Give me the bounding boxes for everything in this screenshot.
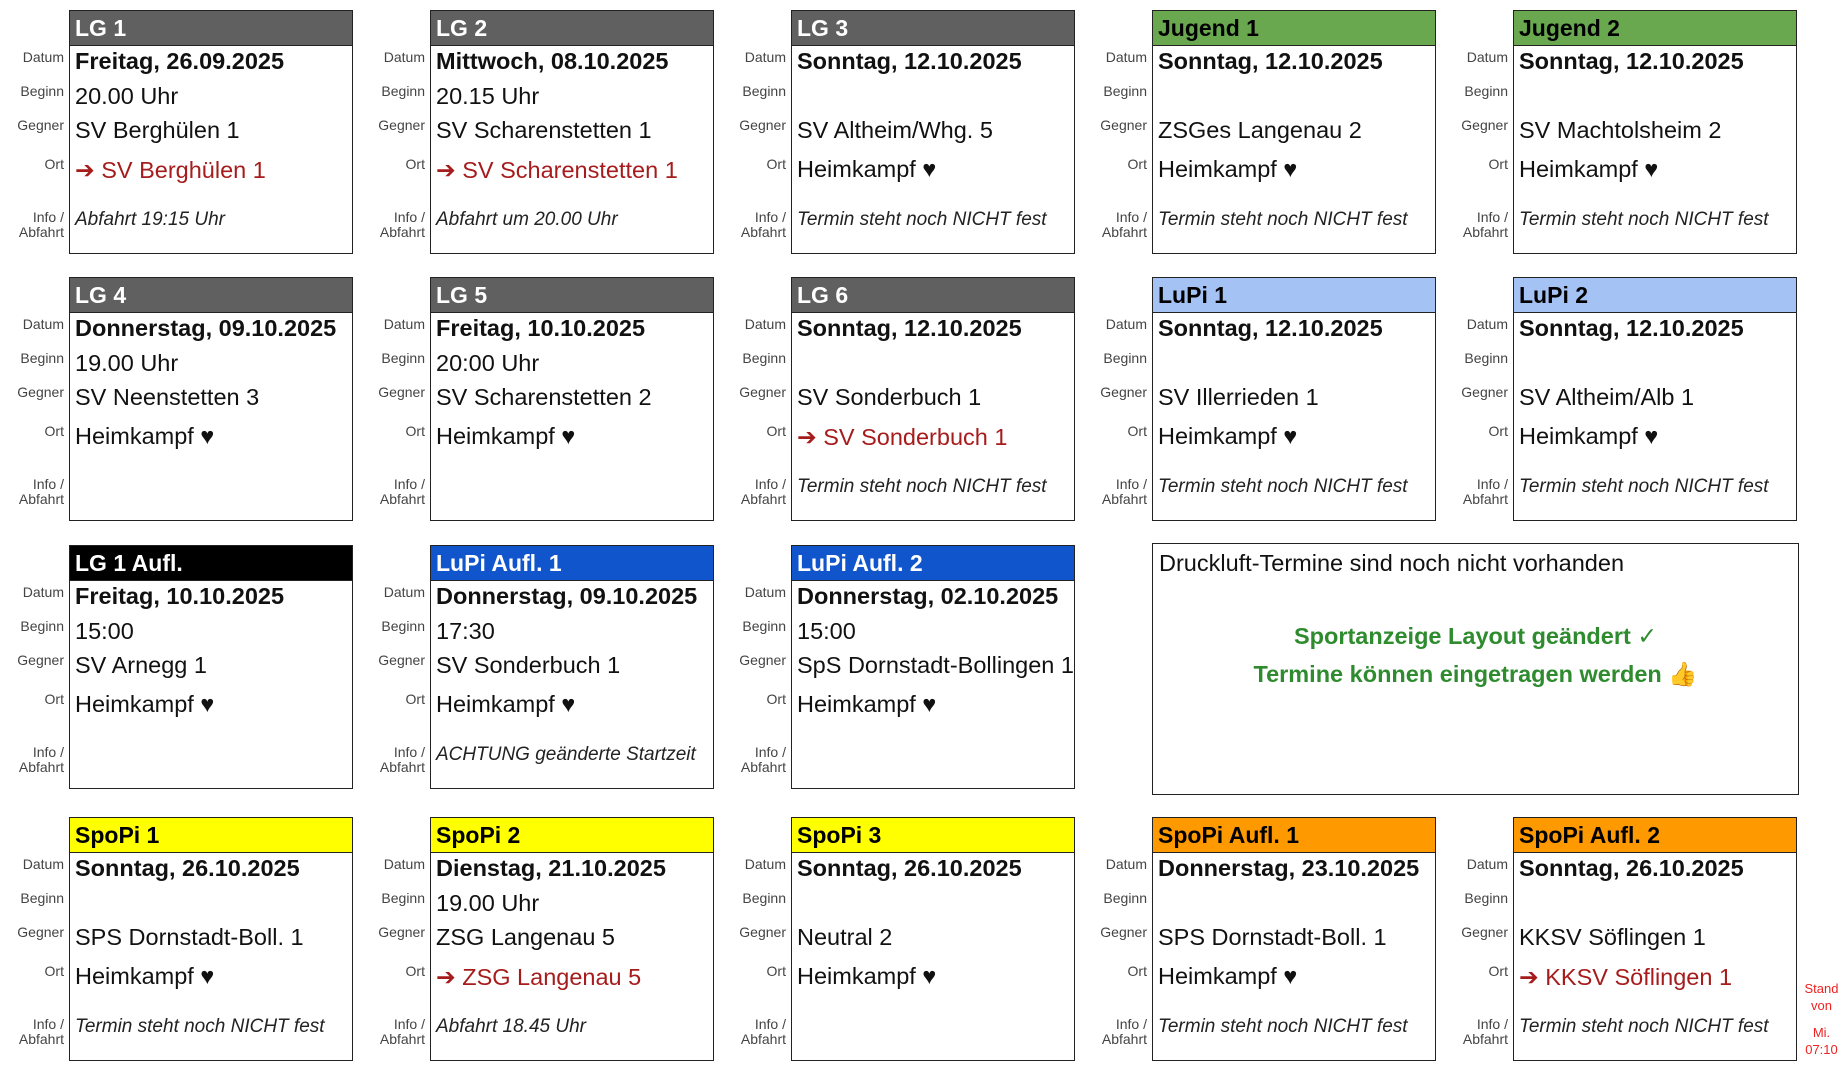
info-departure: Abfahrt um 20.00 Uhr (436, 209, 618, 230)
label-abfahrt: Abfahrt (379, 1031, 425, 1047)
label-ort: Ort (1488, 963, 1508, 979)
team-cell-lg-3 (722, 0, 1082, 250)
info-departure: Termin steht noch NICHT fest (1158, 209, 1408, 230)
label-gegner: Gegner (1100, 924, 1147, 940)
home-match: Heimkampf ♥ (436, 423, 576, 449)
label-info: Info / (1476, 1016, 1508, 1032)
label-abfahrt: Abfahrt (1101, 224, 1147, 240)
opponent: ZSGes Langenau 2 (1158, 117, 1362, 143)
row-labels (1083, 0, 1151, 250)
row-labels (0, 0, 68, 250)
home-match: Heimkampf ♥ (75, 963, 215, 989)
notice-layout-changed: Sportanzeige Layout geändert ✓ (1293, 623, 1658, 649)
team-title: LuPi 2 (1514, 278, 1796, 313)
label-beginn: Beginn (1464, 890, 1508, 906)
team-cell-lupi-aufl-1 (361, 535, 721, 785)
info-departure: ACHTUNG geänderte Startzeit (436, 744, 696, 765)
label-datum: Datum (22, 316, 64, 332)
label-gegner: Gegner (739, 652, 786, 668)
label-gegner: Gegner (378, 652, 425, 668)
row-labels (361, 267, 429, 517)
team-cell-lupi-1 (1083, 267, 1443, 517)
label-info: Info / (393, 1016, 425, 1032)
team-card (791, 817, 1075, 1061)
label-abfahrt: Abfahrt (379, 491, 425, 507)
home-match: Heimkampf ♥ (797, 963, 937, 989)
match-date: Sonntag, 26.10.2025 (1519, 855, 1744, 881)
label-info-abfahrt (741, 210, 786, 240)
match-start-time: 15:00 (75, 618, 134, 644)
team-title: SpoPi 1 (70, 818, 352, 853)
label-abfahrt: Abfahrt (379, 224, 425, 240)
match-date: Donnerstag, 09.10.2025 (436, 583, 698, 609)
notice-heading: Druckluft-Termine sind noch nicht vorhanden (1159, 550, 1625, 576)
team-cell-lupi-aufl-2 (722, 535, 1082, 785)
opponent: SV Machtolsheim 2 (1519, 117, 1722, 143)
home-match: Heimkampf ♥ (797, 156, 937, 182)
row-labels (1444, 807, 1512, 1057)
label-info: Info / (1476, 209, 1508, 225)
label-ort: Ort (1488, 423, 1508, 439)
label-gegner: Gegner (17, 117, 64, 133)
label-ort: Ort (1127, 156, 1147, 172)
match-start-time: 20.00 Uhr (75, 83, 179, 109)
label-datum: Datum (383, 316, 425, 332)
label-ort: Ort (766, 423, 786, 439)
label-ort: Ort (1488, 156, 1508, 172)
home-match: Heimkampf ♥ (1158, 963, 1298, 989)
team-cell-spopi-3 (722, 807, 1082, 1057)
label-datum: Datum (744, 316, 786, 332)
team-title: LuPi 1 (1153, 278, 1435, 313)
label-info-abfahrt (741, 745, 786, 775)
info-departure: Abfahrt 19:15 Uhr (75, 209, 225, 230)
home-match: Heimkampf ♥ (1519, 156, 1659, 182)
label-gegner: Gegner (1100, 384, 1147, 400)
label-abfahrt: Abfahrt (1101, 491, 1147, 507)
stand-time: 07:10 (1805, 1042, 1838, 1057)
team-cell-jugend-1 (1083, 0, 1443, 250)
label-datum: Datum (1466, 49, 1508, 65)
label-info: Info / (32, 209, 64, 225)
opponent: SV Scharenstetten 1 (436, 117, 652, 143)
label-gegner: Gegner (378, 117, 425, 133)
label-info-abfahrt (19, 477, 64, 507)
team-cell-lg-1 (0, 0, 360, 250)
label-info-abfahrt (380, 1017, 425, 1047)
home-match: Heimkampf ♥ (1519, 423, 1659, 449)
label-info-abfahrt (19, 210, 64, 240)
label-beginn: Beginn (1103, 83, 1147, 99)
match-date: Dienstag, 21.10.2025 (436, 855, 666, 881)
label-datum: Datum (22, 49, 64, 65)
team-title: LuPi Aufl. 1 (431, 546, 713, 581)
label-beginn: Beginn (20, 890, 64, 906)
match-date: Sonntag, 12.10.2025 (1519, 48, 1744, 74)
match-date: Sonntag, 12.10.2025 (1158, 48, 1383, 74)
match-start-time: 20.15 Uhr (436, 83, 540, 109)
match-start-time: 19.00 Uhr (75, 350, 179, 376)
label-abfahrt: Abfahrt (740, 759, 786, 775)
label-beginn: Beginn (742, 890, 786, 906)
label-ort: Ort (1127, 423, 1147, 439)
info-departure: Termin steht noch NICHT fest (1519, 476, 1769, 497)
label-abfahrt: Abfahrt (1462, 224, 1508, 240)
info-departure: Termin steht noch NICHT fest (797, 209, 1047, 230)
label-abfahrt: Abfahrt (18, 1031, 64, 1047)
opponent: SV Altheim/Alb 1 (1519, 384, 1695, 410)
label-info: Info / (1115, 209, 1147, 225)
match-date: Sonntag, 12.10.2025 (1519, 315, 1744, 341)
label-beginn: Beginn (20, 618, 64, 634)
match-date: Freitag, 10.10.2025 (75, 583, 285, 609)
label-gegner: Gegner (739, 924, 786, 940)
team-title: LG 1 (70, 11, 352, 46)
team-title: LG 1 Aufl. (70, 546, 352, 581)
label-beginn: Beginn (1464, 83, 1508, 99)
row-labels (1444, 0, 1512, 250)
team-title: Jugend 2 (1514, 11, 1796, 46)
home-match: Heimkampf ♥ (75, 423, 215, 449)
team-card (791, 277, 1075, 521)
label-beginn: Beginn (381, 83, 425, 99)
row-labels (0, 807, 68, 1057)
match-start-time: 20:00 Uhr (436, 350, 540, 376)
label-beginn: Beginn (381, 350, 425, 366)
opponent: ZSG Langenau 5 (436, 924, 615, 950)
team-card (1152, 817, 1436, 1061)
label-beginn: Beginn (742, 83, 786, 99)
match-date: Mittwoch, 08.10.2025 (436, 48, 669, 74)
home-match: Heimkampf ♥ (797, 691, 937, 717)
label-abfahrt: Abfahrt (1462, 491, 1508, 507)
info-departure: Termin steht noch NICHT fest (1158, 1016, 1408, 1037)
label-ort: Ort (405, 423, 425, 439)
row-labels (722, 535, 790, 785)
row-labels (722, 267, 790, 517)
label-gegner: Gegner (1461, 117, 1508, 133)
team-title: SpoPi 3 (792, 818, 1074, 853)
label-info-abfahrt (19, 1017, 64, 1047)
team-title: Jugend 1 (1153, 11, 1435, 46)
label-ort: Ort (766, 156, 786, 172)
team-title: LG 4 (70, 278, 352, 313)
label-beginn: Beginn (742, 618, 786, 634)
opponent: SPS Dornstadt-Boll. 1 (75, 924, 304, 950)
label-abfahrt: Abfahrt (740, 224, 786, 240)
opponent: SV Altheim/Whg. 5 (797, 117, 993, 143)
notice-dates-enterable (1153, 660, 1798, 688)
label-gegner: Gegner (1461, 924, 1508, 940)
label-datum: Datum (383, 856, 425, 872)
label-info-abfahrt (380, 745, 425, 775)
label-info: Info / (754, 476, 786, 492)
stand-label: Stand (1804, 981, 1839, 996)
row-labels (1083, 807, 1151, 1057)
label-gegner: Gegner (739, 117, 786, 133)
label-beginn: Beginn (1103, 890, 1147, 906)
label-beginn: Beginn (742, 350, 786, 366)
match-date: Donnerstag, 02.10.2025 (797, 583, 1059, 609)
team-card (1513, 10, 1797, 254)
opponent: SV Berghülen 1 (75, 117, 240, 143)
match-date: Freitag, 26.09.2025 (75, 48, 285, 74)
opponent: SV Neenstetten 3 (75, 384, 260, 410)
team-card (1513, 817, 1797, 1061)
opponent: SV Sonderbuch 1 (797, 384, 982, 410)
team-title: SpoPi 2 (431, 818, 713, 853)
opponent: SV Scharenstetten 2 (436, 384, 652, 410)
match-date: Sonntag, 26.10.2025 (797, 855, 1022, 881)
team-card (69, 545, 353, 789)
label-info-abfahrt (1463, 477, 1508, 507)
away-location: ➔ KKSV Söflingen 1 (1519, 964, 1733, 990)
label-gegner: Gegner (1461, 384, 1508, 400)
team-cell-spopi-1 (0, 807, 360, 1057)
label-datum: Datum (22, 584, 64, 600)
stand-timestamp (1800, 980, 1843, 1058)
label-datum: Datum (383, 49, 425, 65)
label-beginn: Beginn (1103, 350, 1147, 366)
team-card (69, 10, 353, 254)
label-info: Info / (32, 1016, 64, 1032)
label-datum: Datum (22, 856, 64, 872)
team-cell-lg-5 (361, 267, 721, 517)
away-location: ➔ SV Berghülen 1 (75, 157, 266, 183)
opponent: SV Arnegg 1 (75, 652, 207, 678)
label-info-abfahrt (1102, 210, 1147, 240)
team-title: SpoPi Aufl. 2 (1514, 818, 1796, 853)
label-datum: Datum (744, 584, 786, 600)
opponent: Neutral 2 (797, 924, 893, 950)
label-beginn: Beginn (381, 618, 425, 634)
label-info: Info / (1476, 476, 1508, 492)
row-labels (0, 267, 68, 517)
home-match: Heimkampf ♥ (1158, 156, 1298, 182)
label-info: Info / (1115, 1016, 1147, 1032)
team-card (430, 10, 714, 254)
team-cell-spopi-aufl-2 (1444, 807, 1804, 1057)
label-datum: Datum (1105, 316, 1147, 332)
label-abfahrt: Abfahrt (18, 759, 64, 775)
match-date: Sonntag, 26.10.2025 (75, 855, 300, 881)
team-cell-lg-6 (722, 267, 1082, 517)
info-departure: Termin steht noch NICHT fest (1158, 476, 1408, 497)
match-date: Donnerstag, 23.10.2025 (1158, 855, 1420, 881)
team-cell-lupi-2 (1444, 267, 1804, 517)
row-labels (722, 807, 790, 1057)
label-ort: Ort (44, 423, 64, 439)
row-labels (361, 535, 429, 785)
label-ort: Ort (405, 691, 425, 707)
label-datum: Datum (744, 856, 786, 872)
label-abfahrt: Abfahrt (740, 491, 786, 507)
team-card (1152, 10, 1436, 254)
team-card (1152, 277, 1436, 521)
label-ort: Ort (1127, 963, 1147, 979)
row-labels (361, 807, 429, 1057)
home-match: Heimkampf ♥ (436, 691, 576, 717)
team-cell-lg-4 (0, 267, 360, 517)
info-departure: Abfahrt 18.45 Uhr (436, 1016, 586, 1037)
team-cell-jugend-2 (1444, 0, 1804, 250)
row-labels (0, 535, 68, 785)
label-datum: Datum (1466, 856, 1508, 872)
match-date: Sonntag, 12.10.2025 (797, 48, 1022, 74)
team-cell-spopi-aufl-1 (1083, 807, 1443, 1057)
label-ort: Ort (766, 691, 786, 707)
label-info: Info / (32, 744, 64, 760)
match-date: Sonntag, 12.10.2025 (797, 315, 1022, 341)
label-ort: Ort (44, 156, 64, 172)
team-card (69, 277, 353, 521)
info-departure: Termin steht noch NICHT fest (1519, 1016, 1769, 1037)
label-abfahrt: Abfahrt (1101, 1031, 1147, 1047)
row-labels (361, 0, 429, 250)
label-beginn: Beginn (20, 350, 64, 366)
away-location: ➔ SV Sonderbuch 1 (797, 424, 1008, 450)
opponent: SV Illerrieden 1 (1158, 384, 1319, 410)
info-departure: Termin steht noch NICHT fest (1519, 209, 1769, 230)
label-gegner: Gegner (17, 924, 64, 940)
label-abfahrt: Abfahrt (18, 491, 64, 507)
label-info: Info / (754, 744, 786, 760)
match-date: Freitag, 10.10.2025 (436, 315, 646, 341)
label-beginn: Beginn (20, 83, 64, 99)
home-match: Heimkampf ♥ (1158, 423, 1298, 449)
label-info: Info / (32, 476, 64, 492)
team-card (791, 10, 1075, 254)
label-info: Info / (754, 1016, 786, 1032)
label-ort: Ort (766, 963, 786, 979)
label-info: Info / (393, 209, 425, 225)
team-cell-lg-2 (361, 0, 721, 250)
label-info: Info / (754, 209, 786, 225)
label-info-abfahrt (741, 1017, 786, 1047)
team-card (430, 277, 714, 521)
label-ort: Ort (44, 963, 64, 979)
team-title: LG 6 (792, 278, 1074, 313)
match-start-time: 15:00 (797, 618, 856, 644)
opponent: KKSV Söflingen 1 (1519, 924, 1706, 950)
team-title: LuPi Aufl. 2 (792, 546, 1074, 581)
label-datum: Datum (383, 584, 425, 600)
team-title: LG 3 (792, 11, 1074, 46)
team-card (430, 817, 714, 1061)
match-start-time: 19.00 Uhr (436, 890, 540, 916)
label-info-abfahrt (741, 477, 786, 507)
team-cell-spopi-2 (361, 807, 721, 1057)
label-abfahrt: Abfahrt (379, 759, 425, 775)
label-gegner: Gegner (1100, 117, 1147, 133)
label-ort: Ort (405, 156, 425, 172)
label-abfahrt: Abfahrt (18, 224, 64, 240)
label-info: Info / (393, 476, 425, 492)
label-info-abfahrt (380, 210, 425, 240)
label-datum: Datum (1105, 49, 1147, 65)
team-card (430, 545, 714, 789)
info-departure: Termin steht noch NICHT fest (75, 1016, 325, 1037)
label-gegner: Gegner (17, 384, 64, 400)
label-info-abfahrt (19, 745, 64, 775)
label-info-abfahrt (1463, 210, 1508, 240)
home-match: Heimkampf ♥ (75, 691, 215, 717)
notice-box (1152, 543, 1799, 795)
stand-von: von (1811, 998, 1832, 1013)
away-location: ➔ ZSG Langenau 5 (436, 964, 642, 990)
label-info: Info / (1115, 476, 1147, 492)
label-gegner: Gegner (378, 384, 425, 400)
label-beginn: Beginn (1464, 350, 1508, 366)
label-abfahrt: Abfahrt (740, 1031, 786, 1047)
info-departure: Termin steht noch NICHT fest (797, 476, 1047, 497)
label-gegner: Gegner (17, 652, 64, 668)
row-labels (1083, 267, 1151, 517)
team-card (69, 817, 353, 1061)
opponent: SPS Dornstadt-Boll. 1 (1158, 924, 1387, 950)
team-title: LG 5 (431, 278, 713, 313)
label-info-abfahrt (1463, 1017, 1508, 1047)
stand-day: Mi. (1812, 1025, 1831, 1040)
match-start-time: 17:30 (436, 618, 495, 644)
label-info-abfahrt (380, 477, 425, 507)
label-ort: Ort (44, 691, 64, 707)
team-title: LG 2 (431, 11, 713, 46)
opponent: SV Sonderbuch 1 (436, 652, 621, 678)
row-labels (1444, 267, 1512, 517)
team-card (1513, 277, 1797, 521)
label-gegner: Gegner (739, 384, 786, 400)
label-datum: Datum (1466, 316, 1508, 332)
label-gegner: Gegner (378, 924, 425, 940)
label-beginn: Beginn (381, 890, 425, 906)
notice-line2-text: Termine können eingetragen werden (1253, 661, 1662, 687)
team-title: SpoPi Aufl. 1 (1153, 818, 1435, 853)
label-datum: Datum (744, 49, 786, 65)
opponent: SpS Dornstadt-Bollingen 1 (797, 652, 1074, 678)
team-card (791, 545, 1075, 789)
label-info: Info / (393, 744, 425, 760)
label-info-abfahrt (1102, 477, 1147, 507)
thumbs-up-icon: 👍 (1668, 661, 1698, 687)
match-date: Donnerstag, 09.10.2025 (75, 315, 337, 341)
label-info-abfahrt (1102, 1017, 1147, 1047)
row-labels (722, 0, 790, 250)
match-date: Sonntag, 12.10.2025 (1158, 315, 1383, 341)
label-ort: Ort (405, 963, 425, 979)
team-cell-lg-1-aufl (0, 535, 360, 785)
label-abfahrt: Abfahrt (1462, 1031, 1508, 1047)
label-datum: Datum (1105, 856, 1147, 872)
away-location: ➔ SV Scharenstetten 1 (436, 157, 678, 183)
